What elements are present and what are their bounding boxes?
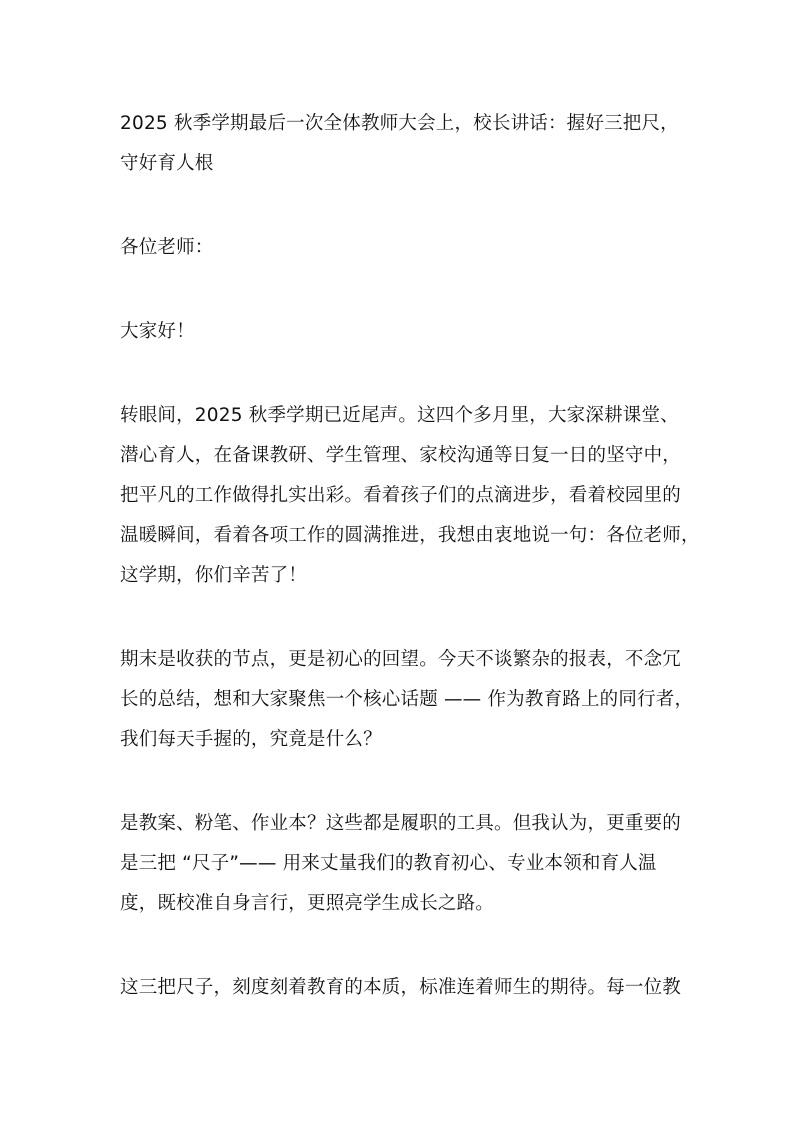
paragraph-line: 这三把尺子，刻度刻着教育的本质，标准连着师生的期待。每一位教 [120, 977, 682, 998]
body-paragraph-3 [120, 804, 680, 924]
paragraph-line: 度，既校准自身言行，更照亮学生成长之路。 [120, 893, 495, 914]
body-paragraph-1 [120, 396, 700, 596]
speech-title [120, 104, 680, 184]
paragraph-line: 潜心育人，在备课教研、学生管理、家校沟通等日复一日的坚守中， [120, 445, 682, 466]
paragraph-line: 转眼间，2025 秋季学期已近尾声。这四个多月里，大家深耕课堂、 [120, 405, 679, 426]
paragraph-line: 是三把 “尺子”—— 用来丈量我们的教育初心、专业本领和育人温 [120, 853, 657, 874]
paragraph-line: 我们每天手握的，究竟是什么？ [120, 729, 382, 750]
paragraph-line: 长的总结，想和大家聚焦一个核心话题 —— 作为教育路上的同行者， [120, 689, 694, 710]
paragraph-line: 温暖瞬间，看着各项工作的圆满推进，我想由衷地说一句：各位老师， [120, 525, 700, 546]
salutation-paragraph [120, 228, 680, 268]
greeting-text: 大家好！ [120, 321, 195, 342]
paragraph-line: 期末是收获的节点，更是初心的回望。今天不谈繁杂的报表，不念冗 [120, 649, 682, 670]
title-line: 2025 秋季学期最后一次全体教师大会上，校长讲话：握好三把尺， [120, 113, 679, 134]
greeting-paragraph [120, 312, 680, 352]
salutation-text: 各位老师： [120, 237, 214, 258]
paragraph-line: 这学期，你们辛苦了！ [120, 565, 308, 586]
body-paragraph-2 [120, 640, 694, 760]
paragraph-line: 是教案、粉笔、作业本？这些都是履职的工具。但我认为，更重要的 [120, 813, 682, 834]
body-paragraph-4 [120, 968, 680, 1008]
paragraph-line: 把平凡的工作做得扎实出彩。看着孩子们的点滴进步，看着校园里的 [120, 485, 682, 506]
title-line: 守好育人根 [120, 153, 214, 174]
document-body [120, 104, 700, 1052]
